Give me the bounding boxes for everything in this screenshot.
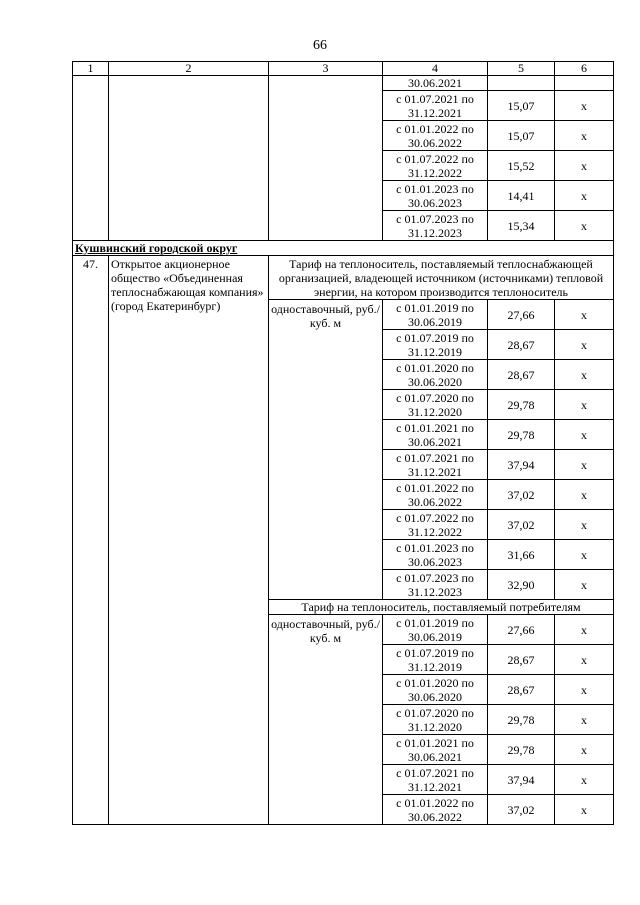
mark-cell: х [555, 765, 614, 795]
tariff-block-title: Тариф на теплоноситель, поставляемый теплоснабжающей организацией, владеющей источником (источниками) тепловой энергии, на котором производится теплоноситель [269, 256, 614, 300]
tariff-value: 29,78 [488, 390, 555, 420]
blank-cell [269, 76, 383, 91]
period-cell: с 01.07.2021 по 31.12.2021 [383, 91, 488, 121]
period-cell: с 01.01.2023 по 30.06.2023 [383, 540, 488, 570]
blank-cell [269, 91, 383, 121]
section-row [73, 241, 614, 256]
blank-cell [269, 121, 383, 151]
table-row [73, 76, 614, 91]
period-cell: с 01.07.2019 по 31.12.2019 [383, 645, 488, 675]
blank-cell [109, 181, 269, 211]
mark-cell: х [555, 91, 614, 121]
mark-cell: х [555, 181, 614, 211]
blank-cell [109, 91, 269, 121]
mark-cell: х [555, 645, 614, 675]
period-cell: с 01.01.2021 по 30.06.2021 [383, 420, 488, 450]
blank-cell [109, 76, 269, 91]
tariff-value: 37,02 [488, 480, 555, 510]
blank-cell [73, 76, 109, 91]
period-cell: с 01.01.2023 по 30.06.2023 [383, 181, 488, 211]
block-title-row [73, 256, 614, 300]
entry-number: 47. [73, 256, 109, 825]
table-row [73, 181, 614, 211]
period-cell: с 01.07.2020 по 31.12.2020 [383, 705, 488, 735]
tariff-value: 32,90 [488, 570, 555, 600]
period-cell: с 01.01.2022 по 30.06.2022 [383, 480, 488, 510]
mark-cell: х [555, 510, 614, 540]
section-title: Кушвинский городской округ [73, 241, 614, 256]
period-cell: с 01.07.2022 по 31.12.2022 [383, 151, 488, 181]
period-cell: с 01.01.2019 по 30.06.2019 [383, 615, 488, 645]
mark-cell: х [555, 735, 614, 765]
column-header: 3 [269, 62, 383, 76]
mark-cell: х [555, 480, 614, 510]
tariff-value: 15,34 [488, 211, 555, 241]
period-cell: с 01.07.2023 по 31.12.2023 [383, 211, 488, 241]
tariff-value: 29,78 [488, 735, 555, 765]
mark-cell: х [555, 795, 614, 825]
blank-cell [109, 121, 269, 151]
blank-cell [73, 91, 109, 121]
tariff-value: 15,52 [488, 151, 555, 181]
blank-cell [73, 121, 109, 151]
mark-cell: х [555, 570, 614, 600]
period-cell: с 01.07.2023 по 31.12.2023 [383, 570, 488, 600]
mark-cell: х [555, 420, 614, 450]
period-cell: 30.06.2021 [383, 76, 488, 91]
mark-cell: х [555, 330, 614, 360]
table-row [73, 121, 614, 151]
table-row [73, 91, 614, 121]
period-cell: с 01.01.2022 по 30.06.2022 [383, 795, 488, 825]
column-header: 1 [73, 62, 109, 76]
period-cell: с 01.07.2021 по 31.12.2021 [383, 765, 488, 795]
period-cell: с 01.01.2019 по 30.06.2019 [383, 300, 488, 330]
mark-cell: х [555, 211, 614, 241]
table-row [73, 211, 614, 241]
mark-cell: х [555, 705, 614, 735]
mark-cell: х [555, 121, 614, 151]
tariff-value: 27,66 [488, 615, 555, 645]
tariff-value: 15,07 [488, 91, 555, 121]
period-cell: с 01.01.2022 по 30.06.2022 [383, 121, 488, 151]
tariff-value: 28,67 [488, 645, 555, 675]
period-cell: с 01.01.2021 по 30.06.2021 [383, 735, 488, 765]
tariff-value: 29,78 [488, 705, 555, 735]
blank-cell [73, 181, 109, 211]
mark-cell: х [555, 615, 614, 645]
period-cell: с 01.07.2019 по 31.12.2019 [383, 330, 488, 360]
blank-cell [269, 211, 383, 241]
blank-cell [109, 151, 269, 181]
mark-cell: х [555, 450, 614, 480]
tariff-value: 14,41 [488, 181, 555, 211]
blank-cell [73, 151, 109, 181]
period-cell: с 01.01.2020 по 30.06.2020 [383, 360, 488, 390]
tariff-value: 37,02 [488, 510, 555, 540]
tariff-value: 37,94 [488, 765, 555, 795]
page-number: 66 [313, 38, 327, 53]
tariff-value: 15,07 [488, 121, 555, 151]
tariff-table [72, 61, 614, 825]
mark-cell: х [555, 360, 614, 390]
blank-cell [269, 151, 383, 181]
period-cell: с 01.07.2020 по 31.12.2020 [383, 390, 488, 420]
period-cell: с 01.07.2021 по 31.12.2021 [383, 450, 488, 480]
tariff-value: 37,02 [488, 795, 555, 825]
organization-name: Открытое акционерное общество «Объединенная теплоснабжающая компания» (город Екатеринбург) [109, 256, 269, 825]
tariff-value: 28,67 [488, 675, 555, 705]
tariff-value: 28,67 [488, 360, 555, 390]
blank-cell [109, 211, 269, 241]
blank-cell [73, 211, 109, 241]
column-header: 2 [109, 62, 269, 76]
period-cell: с 01.07.2022 по 31.12.2022 [383, 510, 488, 540]
mark-cell: х [555, 151, 614, 181]
tariff-value: 31,66 [488, 540, 555, 570]
tariff-value: 27,66 [488, 300, 555, 330]
mark-cell: х [555, 390, 614, 420]
period-cell: с 01.01.2020 по 30.06.2020 [383, 675, 488, 705]
table-row [73, 151, 614, 181]
mark-cell: х [555, 675, 614, 705]
tariff-value: 29,78 [488, 420, 555, 450]
column-header: 4 [383, 62, 488, 76]
tariff-value [488, 76, 555, 91]
column-header: 5 [488, 62, 555, 76]
blank-cell [269, 181, 383, 211]
unit-cell: одноставочный, руб./куб. м [269, 300, 383, 600]
mark-cell: х [555, 540, 614, 570]
tariff-block-title: Тариф на теплоноситель, поставляемый потребителям [269, 600, 614, 615]
tariff-value: 37,94 [488, 450, 555, 480]
column-header-row [73, 62, 614, 76]
column-header: 6 [555, 62, 614, 76]
tariff-value: 28,67 [488, 330, 555, 360]
unit-cell: одноставочный, руб./куб. м [269, 615, 383, 825]
mark-cell [555, 76, 614, 91]
mark-cell: х [555, 300, 614, 330]
